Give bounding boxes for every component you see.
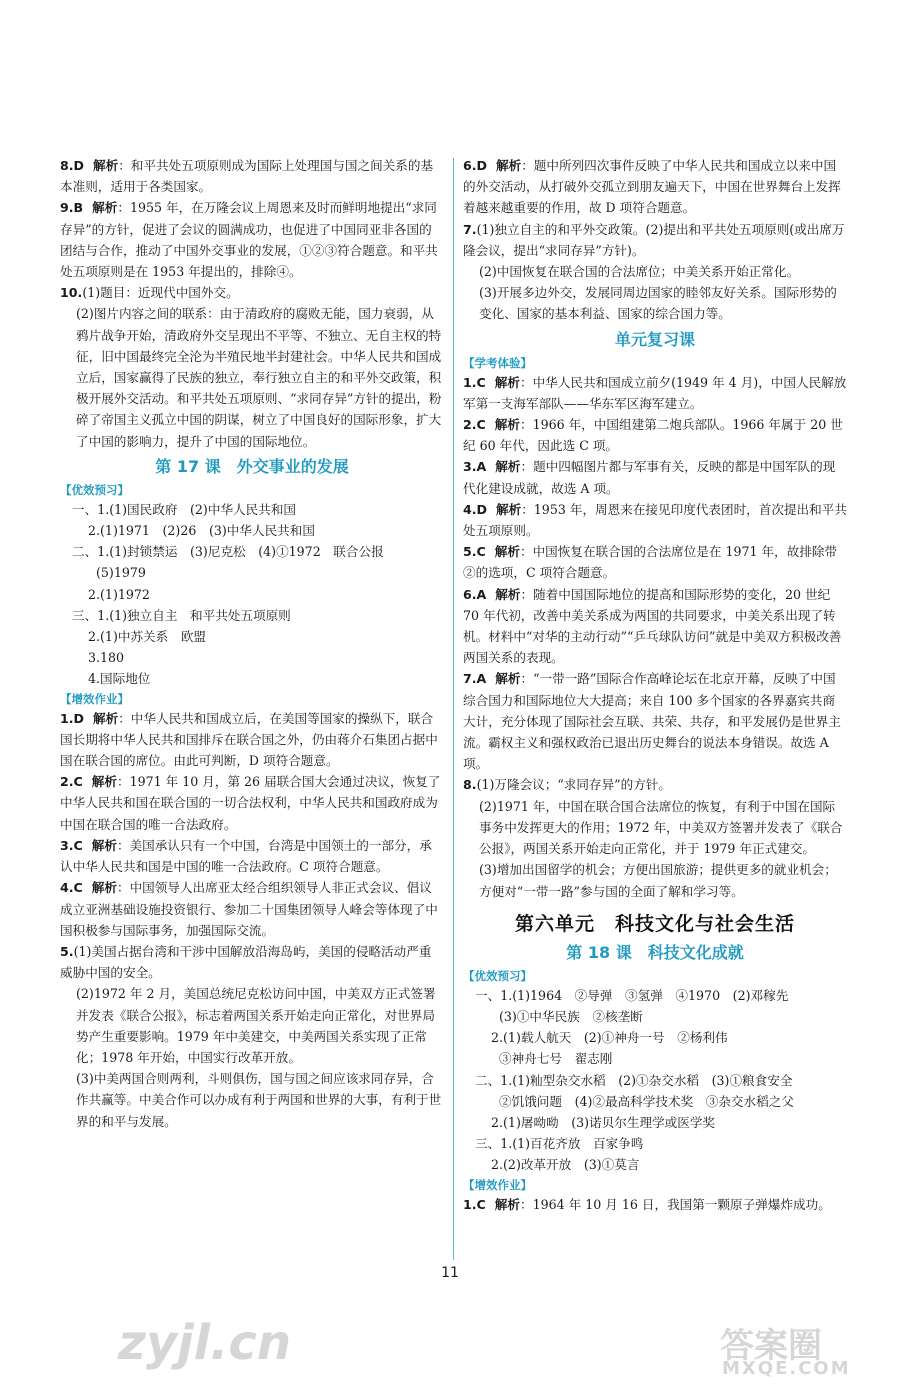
analysis-label: 解析 bbox=[91, 880, 117, 896]
watermark-right-url: MXQE.COM bbox=[722, 1358, 851, 1379]
answer-text: 1953 年，周恩来在接见印度代表团时，首次提出和平共处五项原则。 bbox=[463, 501, 847, 539]
answer-paragraph: (2)1972 年 2 月，美国总统尼克松访问中国，中美双方正式签署并发表《联合公报》，标志着两国关系开始走向正常化，对世界局势产生重要影响。1979 年中美建交，中美两国关系实现了正常化；1978 年开始，中国实行改革开放。 bbox=[76, 986, 436, 1065]
analysis-label: 解析 bbox=[494, 544, 520, 560]
answer-number: 10. bbox=[60, 285, 83, 301]
answer-paragraph: (2)1971 年，中国在联合国合法席位的恢复，有利于中国在国际事务中发挥更大的作用；1972 年，中美双方签署并发表了《联合公报》，两国关系开始走向正常化，并于 1979 年正式建交。 bbox=[479, 798, 843, 857]
answer-paragraph: (3)增加出国留学的机会；方便出国旅游；提供更多的就业机会；方便对“一带一路”参与国的全面了解和学习等。 bbox=[479, 862, 837, 899]
answer-number: 4.D bbox=[463, 501, 488, 517]
answer-text: 1955 年，在万隆会议上周恩来及时而鲜明地提出“求同存异”的方针，促进了会议的圆满成功，也促进了中国同亚非各国的团结与合作，推动了中国外交事业的发展，①②③符合题意。和平共处五项原则是在 1953 年提出的，排除④。 bbox=[60, 200, 438, 280]
analysis-label: 解析 bbox=[91, 837, 117, 853]
analysis-label: 解析 bbox=[494, 374, 520, 390]
answer-number: 7. bbox=[463, 221, 477, 237]
answer-text: 1971 年 10 月，第 26 届联合国大会通过决议，恢复了中华人民共和国在联合国的一切合法权利，中华人民共和国政府成为中国在联合国的唯一合法政府。 bbox=[60, 774, 441, 832]
answer-text: 美国承认只有一个中国，台湾是中国领土的一部分，承认中华人民共和国是中国的唯一合法政府。C 项符合题意。 bbox=[60, 837, 432, 875]
preview-line: 4.国际地位 bbox=[88, 671, 151, 687]
column-divider bbox=[453, 158, 454, 1260]
lesson-title: 第 18 课 科技文化成就 bbox=[566, 942, 744, 962]
answer-item: 6.D 解析：题中所列四次事件反映了中华人民共和国成立以来中国的外交活动，从打破外交孤立到朋友遍天下，中国在世界舞台上发挥着越来越重要的作用，故 D 项符合题意。 bbox=[463, 158, 841, 216]
answer-text: 中华人民共和国成立后，在美国等国家的操纵下，联合国长期将中华人民共和国排斥在联合国之外，仍由蒋介石集团占据中国在联合国的席位。由此可判断，D 项符合题意。 bbox=[60, 710, 438, 769]
answer-number: 7.A bbox=[463, 671, 487, 687]
preview-line: ③神舟七号 翟志刚 bbox=[499, 1051, 613, 1067]
answer-item: 2.C 解析：1966 年，中国组建第二炮兵部队。1966 年属于 20 世纪 60 年代，因此选 C 项。 bbox=[463, 417, 843, 454]
answer-item: 1.D 解析：中华人民共和国成立后，在美国等国家的操纵下，联合国长期将中华人民共和国排斥在联合国之外，仍由蒋介石集团占据中国在联合国的席位。由此可判断，D 项符合题意。 bbox=[60, 710, 438, 769]
preview-line: 2.(1)载人航天 (2)①神舟一号 ②杨利伟 bbox=[491, 1030, 728, 1046]
answer-number: 1.C bbox=[463, 1196, 486, 1212]
answer-item: 5.C 解析：中国恢复在联合国的合法席位是在 1971 年，故排除带②的选项，C 项符合题意。 bbox=[463, 544, 838, 581]
answer-paragraph: (3)中美两国合则两利，斗则俱伤，国与国之间应该求同存异，合作共赢等。中美合作可以办成有利于两国和世界的大事，有利于世界的和平与发展。 bbox=[76, 1071, 442, 1129]
preview-line: 2.(1)1971 (2)26 (3)中华人民共和国 bbox=[88, 523, 315, 539]
analysis-label: 解析 bbox=[495, 586, 521, 602]
watermark-left: zyjl.cn bbox=[118, 1315, 291, 1371]
preview-line: 三、1.(1)独立自主 和平共处五项原则 bbox=[72, 607, 291, 623]
answer-text: 随着中国国际地位的提高和国际形势的变化，20 世纪 70 年代初，改善中美关系成为两国的共同要求，中美关系出现了转机。材料中“对华的主动行动”“乒乓球队访问”就是中美双方积极改善两国关系的表现。 bbox=[463, 586, 842, 666]
preview-line: 二、1.(1)封锁禁运 (3)尼克松 (4)①1972 联合公报 bbox=[72, 544, 384, 560]
answer-item: 3.C 解析：美国承认只有一个中国，台湾是中国领土的一部分，承认中华人民共和国是中国的唯一合法政府。C 项符合题意。 bbox=[60, 837, 432, 875]
left-column bbox=[60, 155, 444, 1132]
answer-item: 2.C 解析：1971 年 10 月，第 26 届联合国大会通过决议，恢复了中华人民共和国在联合国的一切合法权利，中华人民共和国政府成为中国在联合国的唯一合法政府。 bbox=[60, 774, 441, 832]
answer-text: 1966 年，中国组建第二炮兵部队。1966 年属于 20 世纪 60 年代，因此选 C 项。 bbox=[463, 417, 843, 454]
answer-item: 8.D 解析：和平共处五项原则成为国际上处理国与国之间关系的基本准则，适用于各类国家。 bbox=[60, 158, 434, 195]
answer-text: (1)万隆会议；“求同存异”的方针。 bbox=[476, 777, 671, 793]
answer-number: 4.C bbox=[60, 880, 83, 896]
answer-number: 1.D bbox=[60, 710, 85, 726]
answer-item: 9.B 解析：1955 年，在万隆会议上周恩来及时而鲜明地提出“求同存异”的方针，促进了会议的圆满成功，也促进了中国同亚非各国的团结与合作，推动了中国外交事业的发展，①②③符合题意。和平共处五项原则是在 1953 年提出的，排除④。 bbox=[60, 200, 438, 280]
analysis-label: 解析 bbox=[93, 158, 119, 173]
answer-text: “一带一路”国际合作高峰论坛在北京开幕，反映了中国综合国力和国际地位大大提高；来自 100 多个国家的各界嘉宾共商大计，充分体现了国际社会互联、共荣、共存，和平发展仍是世界主流。霸权主义和强权政治已退出历史舞台的说法本身错误。故选 A 项。 bbox=[463, 671, 841, 772]
analysis-label: 解析 bbox=[496, 501, 522, 517]
preview-line: ②饥饿问题 (4)②最高科学技术奖 ③杂交水稻之父 bbox=[499, 1093, 794, 1109]
answer-number: 5. bbox=[60, 943, 74, 959]
answer-item bbox=[463, 219, 847, 261]
answer-text: (1)题目：近现代中国外交。 bbox=[82, 285, 239, 301]
analysis-label: 解析 bbox=[495, 671, 521, 687]
answer-item: 4.D 解析：1953 年，周恩来在接见印度代表团时，首次提出和平共处五项原则。 bbox=[463, 501, 847, 539]
lesson-title: 单元复习课 bbox=[614, 329, 695, 349]
answer-item: 1.C 解析：1964 年 10 月 16 日，我国第一颗原子弹爆炸成功。 bbox=[463, 1196, 831, 1212]
answer-text: 中华人民共和国成立前夕(1949 年 4 月)，中国人民解放军第一支海军部队——华东军区海军建立。 bbox=[463, 374, 847, 411]
answer-item: 6.A 解析：随着中国国际地位的提高和国际形势的变化，20 世纪 70 年代初，改善中美关系成为两国的共同要求，中美关系出现了转机。材料中“对华的主动行动”“乒乓球队访问”就是中美双方积极改善两国关系的表现。 bbox=[463, 586, 842, 666]
section-tag: 【优效预习】 bbox=[463, 968, 532, 983]
preview-line: 二、1.(1)籼型杂交水稻 (2)①杂交水稻 (3)①粮食安全 bbox=[475, 1072, 793, 1088]
section-tag: 【增效作业】 bbox=[60, 691, 129, 706]
answer-text: (1)独立自主的和平外交政策。(2)提出和平共处五项原则(或出席万隆会议，提出“求同存异”方针)。 bbox=[463, 221, 845, 258]
section-tag: 【优效预习】 bbox=[60, 482, 129, 497]
answer-number: 3.C bbox=[60, 837, 83, 853]
answer-item bbox=[60, 941, 444, 983]
answer-text: (1)美国占据台湾和干涉中国解放沿海岛屿，美国的侵略活动严重威胁中国的安全。 bbox=[60, 943, 432, 981]
answer-item bbox=[463, 774, 847, 795]
analysis-label: 解析 bbox=[494, 417, 520, 433]
preview-line: 2.(1)1972 bbox=[88, 586, 150, 602]
preview-line: 2.(1)屠呦呦 (3)诺贝尔生理学或医学奖 bbox=[491, 1114, 716, 1130]
answer-text: 中国领导人出席亚太经合组织领导人非正式会议、倡议成立亚洲基础设施投资银行、参加二十国集团领导人峰会等体现了中国积极参与国际事务，加强国际交流。 bbox=[60, 880, 438, 938]
answer-item bbox=[60, 282, 444, 303]
answer-number: 8.D bbox=[60, 158, 85, 173]
answer-number: 9.B bbox=[60, 200, 84, 216]
preview-line: 2.(1)中苏关系 欧盟 bbox=[88, 629, 207, 645]
preview-line: (3)①中华民族 ②核垄断 bbox=[499, 1008, 643, 1024]
section-tag: 【增效作业】 bbox=[463, 1177, 532, 1192]
page-number: 11 bbox=[441, 1265, 459, 1281]
answer-number: 6.D bbox=[463, 158, 488, 173]
answer-text: 中国恢复在联合国的合法席位是在 1971 年，故排除带②的选项，C 项符合题意。 bbox=[463, 544, 838, 581]
analysis-label: 解析 bbox=[91, 774, 117, 790]
section-tag: 【学考体验】 bbox=[463, 355, 532, 370]
analysis-label: 解析 bbox=[495, 459, 521, 475]
answer-text: 和平共处五项原则成为国际上处理国与国之间关系的基本准则，适用于各类国家。 bbox=[60, 158, 434, 195]
answer-number: 1.C bbox=[463, 374, 486, 390]
preview-line: (5)1979 bbox=[96, 565, 146, 581]
analysis-label: 解析 bbox=[496, 158, 522, 173]
answer-paragraph: (3)开展多边外交，发展同周边国家的睦邻友好关系。国际形势的变化、国家的基本利益、国家的综合国力等。 bbox=[479, 285, 837, 322]
answer-number: 6.A bbox=[463, 586, 487, 602]
answer-number: 8. bbox=[463, 777, 477, 793]
answer-number: 2.C bbox=[60, 774, 83, 790]
preview-line: 2.(2)改革开放 (3)①莫言 bbox=[491, 1157, 640, 1173]
preview-line: 一、1.(1)国民政府 (2)中华人民共和国 bbox=[72, 501, 297, 517]
analysis-label: 解析 bbox=[494, 1196, 520, 1212]
answer-text: 1964 年 10 月 16 日，我国第一颗原子弹爆炸成功。 bbox=[532, 1196, 831, 1212]
preview-line: 3.180 bbox=[88, 650, 125, 666]
right-column bbox=[463, 155, 847, 1215]
answer-item: 4.C 解析：中国领导人出席亚太经合组织领导人非正式会议、倡议成立亚洲基础设施投资银行、参加二十国集团领导人峰会等体现了中国积极参与国际事务，加强国际交流。 bbox=[60, 880, 438, 938]
watermark-right-logo: 答案圈 bbox=[720, 1326, 822, 1366]
answer-paragraph: (2)图片内容之间的联系：由于清政府的腐败无能，国力衰弱，从鸦片战争开始，清政府外交呈现出不平等、不独立、无自主权的特征，旧中国最终完全沦为半殖民地半封建社会。中华人民共和国成立后，国家赢得了民族的独立，奉行独立自主的和平外交政策，积极开展外交活动。和平共处五项原则、“求同存异”方针的提出，粉碎了帝国主义孤立中国的阴谋，树立了中国良好的国际形象，扩大了中国的影响力，提升了中国的国际地位。 bbox=[76, 306, 442, 449]
answer-paragraph: (2)中国恢复在联合国的合法席位；中美关系开始正常化。 bbox=[479, 264, 800, 280]
answer-item: 3.A 解析：题中四幅图片都与军事有关，反映的都是中国军队的现代化建设成就，故选 A 项。 bbox=[463, 459, 836, 496]
unit-title: 第六单元 科技文化与社会生活 bbox=[514, 912, 795, 935]
answer-number: 3.A bbox=[463, 459, 487, 475]
analysis-label: 解析 bbox=[93, 710, 119, 726]
answer-text: 题中四幅图片都与军事有关，反映的都是中国军队的现代化建设成就，故选 A 项。 bbox=[463, 459, 836, 496]
analysis-label: 解析 bbox=[92, 200, 118, 216]
preview-line: 一、1.(1)1964 ②导弹 ③氢弹 ④1970 (2)邓稼先 bbox=[475, 987, 789, 1003]
preview-line: 三、1.(1)百花齐放 百家争鸣 bbox=[475, 1136, 644, 1152]
answer-item: 1.C 解析：中华人民共和国成立前夕(1949 年 4 月)，中国人民解放军第一支海军部队——华东军区海军建立。 bbox=[463, 374, 847, 411]
answer-text: 题中所列四次事件反映了中华人民共和国成立以来中国的外交活动，从打破外交孤立到朋友遍天下，中国在世界舞台上发挥着越来越重要的作用，故 D 项符合题意。 bbox=[463, 158, 841, 216]
answer-item: 7.A 解析：“一带一路”国际合作高峰论坛在北京开幕，反映了中国综合国力和国际地位大大提高；来自 100 多个国家的各界嘉宾共商大计，充分体现了国际社会互联、共荣、共存，和平发展仍是世界主流。霸权主义和强权政治已退出历史舞台的说法本身错误。故选 A 项。 bbox=[463, 671, 841, 772]
answer-number: 2.C bbox=[463, 417, 486, 433]
lesson-title: 第 17 课 外交事业的发展 bbox=[155, 456, 349, 476]
answer-number: 5.C bbox=[463, 544, 486, 560]
